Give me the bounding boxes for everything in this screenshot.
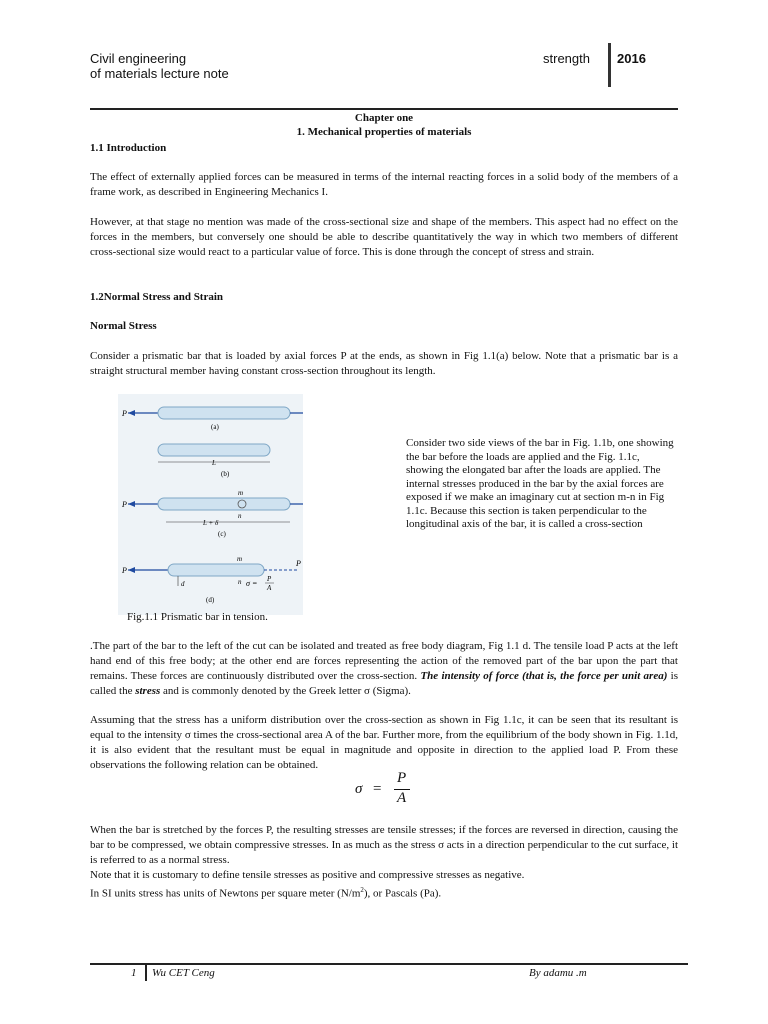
uniform-stress-paragraph: Assuming that the stress has a uniform distribution over the cross-section as shown in Fig 1.1c, it can be seen that its resultant is equal to the intensity σ times the cross-sectional area A of the bar. Further more, from the equilibrium of the body shown in Fig. 1.1d, it is also evident that the resultant must be equal in magnitude and opposite in direction to the applied load P. From these observations the following relation can be obtained. [90, 714, 678, 771]
fig-p-a-left: P [122, 409, 127, 418]
free-body-paragraph [90, 639, 678, 699]
formula-denominator: A [397, 790, 407, 806]
header-strength: strength [543, 51, 590, 66]
header-line-2: of materials lecture note [90, 66, 229, 81]
formula-equals: = [373, 781, 382, 797]
fig-frac-p: P [267, 575, 272, 583]
bar-d [168, 564, 264, 576]
footer-author: By adamu .m [529, 967, 587, 979]
fig-label-b: (b) [221, 470, 230, 478]
fig-m-d: m [237, 555, 243, 563]
chapter-title: Chapter one [354, 112, 414, 124]
prismatic-bar-figure [118, 394, 303, 615]
si-units-text-b: ), or Pascals (Pa). [363, 887, 442, 900]
formula-numerator: P [397, 770, 407, 786]
sign-convention-note: Note that it is customary to define tensile stresses as positive and compressive stresses as negative. [90, 869, 525, 881]
bar-c [158, 498, 290, 510]
fig-ld-label: L + δ [203, 519, 219, 527]
prismatic-bar-paragraph: Consider a prismatic bar that is loaded by axial forces P at the ends, as shown in Fig 1.1(a) below. Note that a prismatic bar is a straight structural member having constant cross-section throughout its length. [90, 350, 678, 377]
header-year: 2016 [617, 51, 646, 66]
fig-label-c: (c) [218, 530, 226, 538]
fig-label-a: (a) [211, 423, 219, 431]
fig-d-dim: d [181, 580, 185, 588]
si-units-superscript: 2 [360, 886, 364, 894]
fig-l-label: L [212, 459, 216, 467]
free-body-text-c: is called the [90, 670, 678, 697]
fig-p-d-right: P [296, 559, 301, 568]
stress-formula [355, 770, 415, 810]
normal-stress-heading: Normal Stress [90, 320, 157, 332]
fig-m-c: m [238, 489, 244, 497]
intro-paragraph-2: However, at that stage no mention was made of the cross-sectional size and shape of the members. This aspect had no effect on the forces in the members, but conversely one should be able to describe quantitatively the way in which two members of different cross-sectional size would react to a particular value of force. This is done through the concept of stress and strain. [90, 216, 678, 258]
bar-b [158, 444, 270, 456]
free-body-text-e: and is commonly denoted by the Greek letter σ (Sigma). [160, 685, 411, 697]
bar-a [158, 407, 290, 419]
footer-rule [90, 963, 688, 965]
intro-paragraph-1: The effect of externally applied forces can be measured in terms of the internal reacting forces in a solid body of the members of a frame work, as described in Engineering Mechanics I. [90, 171, 678, 198]
footer-divider [145, 963, 147, 981]
fig-label-d: (d) [206, 596, 215, 604]
section-1-heading: 1.1 Introduction [90, 142, 167, 154]
si-units-text-a: In SI units stress has units of Newtons per square meter (N/m [90, 887, 361, 900]
stress-emphasis: stress [135, 685, 161, 697]
figure-caption: Fig.1.1 Prismatic bar in tension. [127, 611, 268, 623]
fig-sigma-eq: σ = [246, 579, 258, 588]
fig-n-c: n [238, 512, 242, 520]
free-body-text-a: .The part of the bar to the left of the cut can be isolated and treated as free body diagram, Fig 1.1 d. The tensile load P acts at the left hand end of this free body; at the other end are forces representing the action of the removed part of the bar upon the part that remains. These forces are continuously distributed over the cross-section. [90, 640, 678, 682]
fig-n-d: n [238, 578, 242, 586]
header-divider [608, 43, 611, 87]
fig-p-d-left: P [122, 566, 127, 575]
tensile-compressive-paragraph: When the bar is stretched by the forces P, the resulting stresses are tensile stresses; if the forces are reversed in direction, causing the bar to be compressed, we obtain compressive stresses. In as much as the stress σ acts in a direction perpendicular to the cut surface, it is referred to as a normal stress. [90, 824, 678, 866]
footer-institution: Wu CET Ceng [152, 967, 215, 979]
footer-page-number: 1 [131, 967, 137, 979]
figure-svg [118, 394, 303, 615]
si-units-note [90, 883, 678, 902]
intensity-of-force-emphasis: The intensity of force (that is, the force per unit area) [420, 670, 668, 682]
fig-p-c-left: P [122, 500, 127, 509]
header-course [90, 51, 229, 81]
chapter-subtitle: 1. Mechanical properties of materials [296, 126, 472, 138]
fig-frac-a: A [267, 584, 272, 592]
section-2-heading: 1.2Normal Stress and Strain [90, 291, 224, 303]
side-views-paragraph: Consider two side views of the bar in Fig. 1.1b, one showing the bar before the loads are applied and the Fig. 1.1c, showing the elongated bar after the loads are applied. The internal stresses produced in the bar by the axial forces are exposed if we make an imaginary cut at section m-n in Fig 1.1c. Because this section is taken perpendicular to the longitudinal axis of the bar, it is called a cross-section [406, 437, 674, 530]
header-rule [90, 108, 678, 110]
header-line-1: Civil engineering [90, 51, 187, 66]
formula-sigma: σ [355, 781, 363, 797]
